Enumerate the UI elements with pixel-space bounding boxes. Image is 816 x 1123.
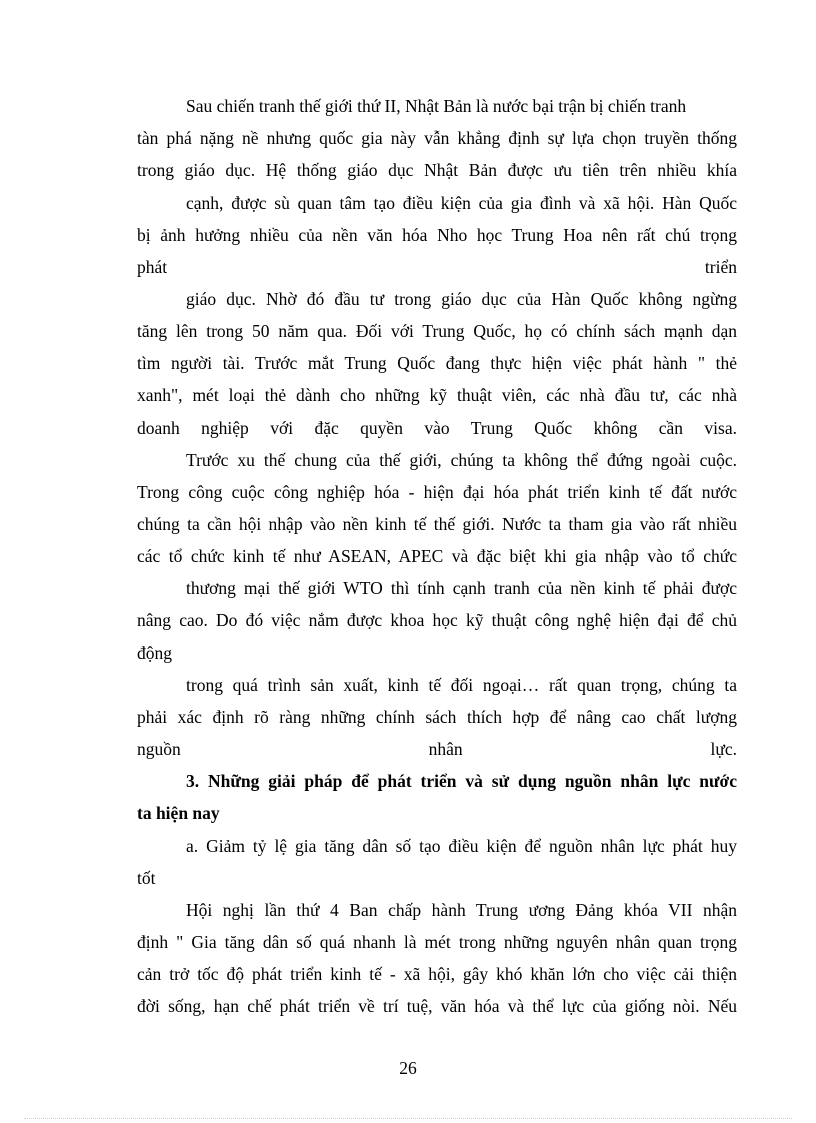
- text-line: Trước xu thế chung của thế giới, chúng ta không thể đứng ngoài cuộc.: [186, 450, 737, 470]
- text-line: các tổ chức kinh tế như ASEAN, APEC và đặc biệt khi gia nhập vào tổ chức: [137, 546, 737, 566]
- text-line: tàn phá nặng nề nhưng quốc gia này vẫn khẳng định sự lựa chọn truyền thống: [137, 128, 737, 148]
- text-line: cản trở tốc độ phát triển kinh tế - xã hội, gây khó khăn lớn cho việc cải thiện: [137, 964, 737, 984]
- text-line: cạnh, được sù quan tâm tạo điều kiện của gia đình và xã hội. Hàn Quốc: [186, 193, 737, 213]
- text-line: phải xác định rõ ràng những chính sách thích hợp để nâng cao chất lượng: [137, 707, 737, 727]
- text-line: trong giáo dục. Hệ thống giáo dục Nhật Bản được ưu tiên trên nhiều khía: [137, 160, 737, 180]
- subsection-heading: a. Giảm tỷ lệ gia tăng dân số tạo điều kiện để nguồn nhân lực phát huy: [186, 836, 737, 856]
- page-bottom-rule: [24, 1118, 792, 1119]
- text-line: động: [137, 643, 172, 663]
- text-line: xanh", mét loại thẻ dành cho những kỹ thuật viên, các nhà đầu tư, các nhà: [137, 385, 737, 405]
- text-line: bị ảnh hưởng nhiều của nền văn hóa Nho học Trung Hoa nên rất chú trọng: [137, 225, 737, 245]
- section-heading: 3. Những giải pháp để phát triển và sử dụng nguồn nhân lực nước: [186, 771, 737, 791]
- text-line: tìm người tài. Trước mắt Trung Quốc đang thực hiện việc phát hành " thẻ: [137, 353, 737, 373]
- text-line: thương mại thế giới WTO thì tính cạnh tranh của nền kinh tế phải được: [186, 578, 737, 598]
- text-line: trong quá trình sản xuất, kinh tế đối ngoại… rất quan trọng, chúng ta: [186, 675, 737, 695]
- text-line: nâng cao. Do đó việc nắm được khoa học kỹ thuật công nghệ hiện đại để chủ: [137, 610, 737, 630]
- text-line: nguồn nhân lực.: [137, 739, 737, 759]
- section-heading-cont: ta hiện nay: [137, 803, 220, 823]
- text-line: giáo dục. Nhờ đó đầu tư trong giáo dục của Hàn Quốc không ngừng: [186, 289, 737, 309]
- text-line: đời sống, hạn chế phát triển về trí tuệ, văn hóa và thể lực của giống nòi. Nếu: [137, 996, 737, 1016]
- subsection-heading-cont: tốt: [137, 868, 156, 888]
- text-line: định " Gia tăng dân số quá nhanh là mét trong những nguyên nhân quan trọng: [137, 932, 737, 952]
- text-line: Sau chiến tranh thế giới thứ II, Nhật Bản là nước bại trận bị chiến tranh: [186, 96, 687, 116]
- text-line: Trong công cuộc công nghiệp hóa - hiện đại hóa phát triển kinh tế đất nước: [137, 482, 737, 502]
- text-line: tăng lên trong 50 năm qua. Đối với Trung Quốc, họ có chính sách mạnh dạn: [137, 321, 737, 341]
- text-line: phát triển: [137, 257, 737, 277]
- text-line: chúng ta cần hội nhập vào nền kinh tế thế giới. Nước ta tham gia vào rất nhiều: [137, 514, 737, 534]
- text-line: doanh nghiệp với đặc quyền vào Trung Quốc không cần visa.: [137, 418, 737, 438]
- text-line: Hội nghị lần thứ 4 Ban chấp hành Trung ương Đảng khóa VII nhận: [186, 900, 737, 920]
- page-number: 26: [399, 1058, 417, 1078]
